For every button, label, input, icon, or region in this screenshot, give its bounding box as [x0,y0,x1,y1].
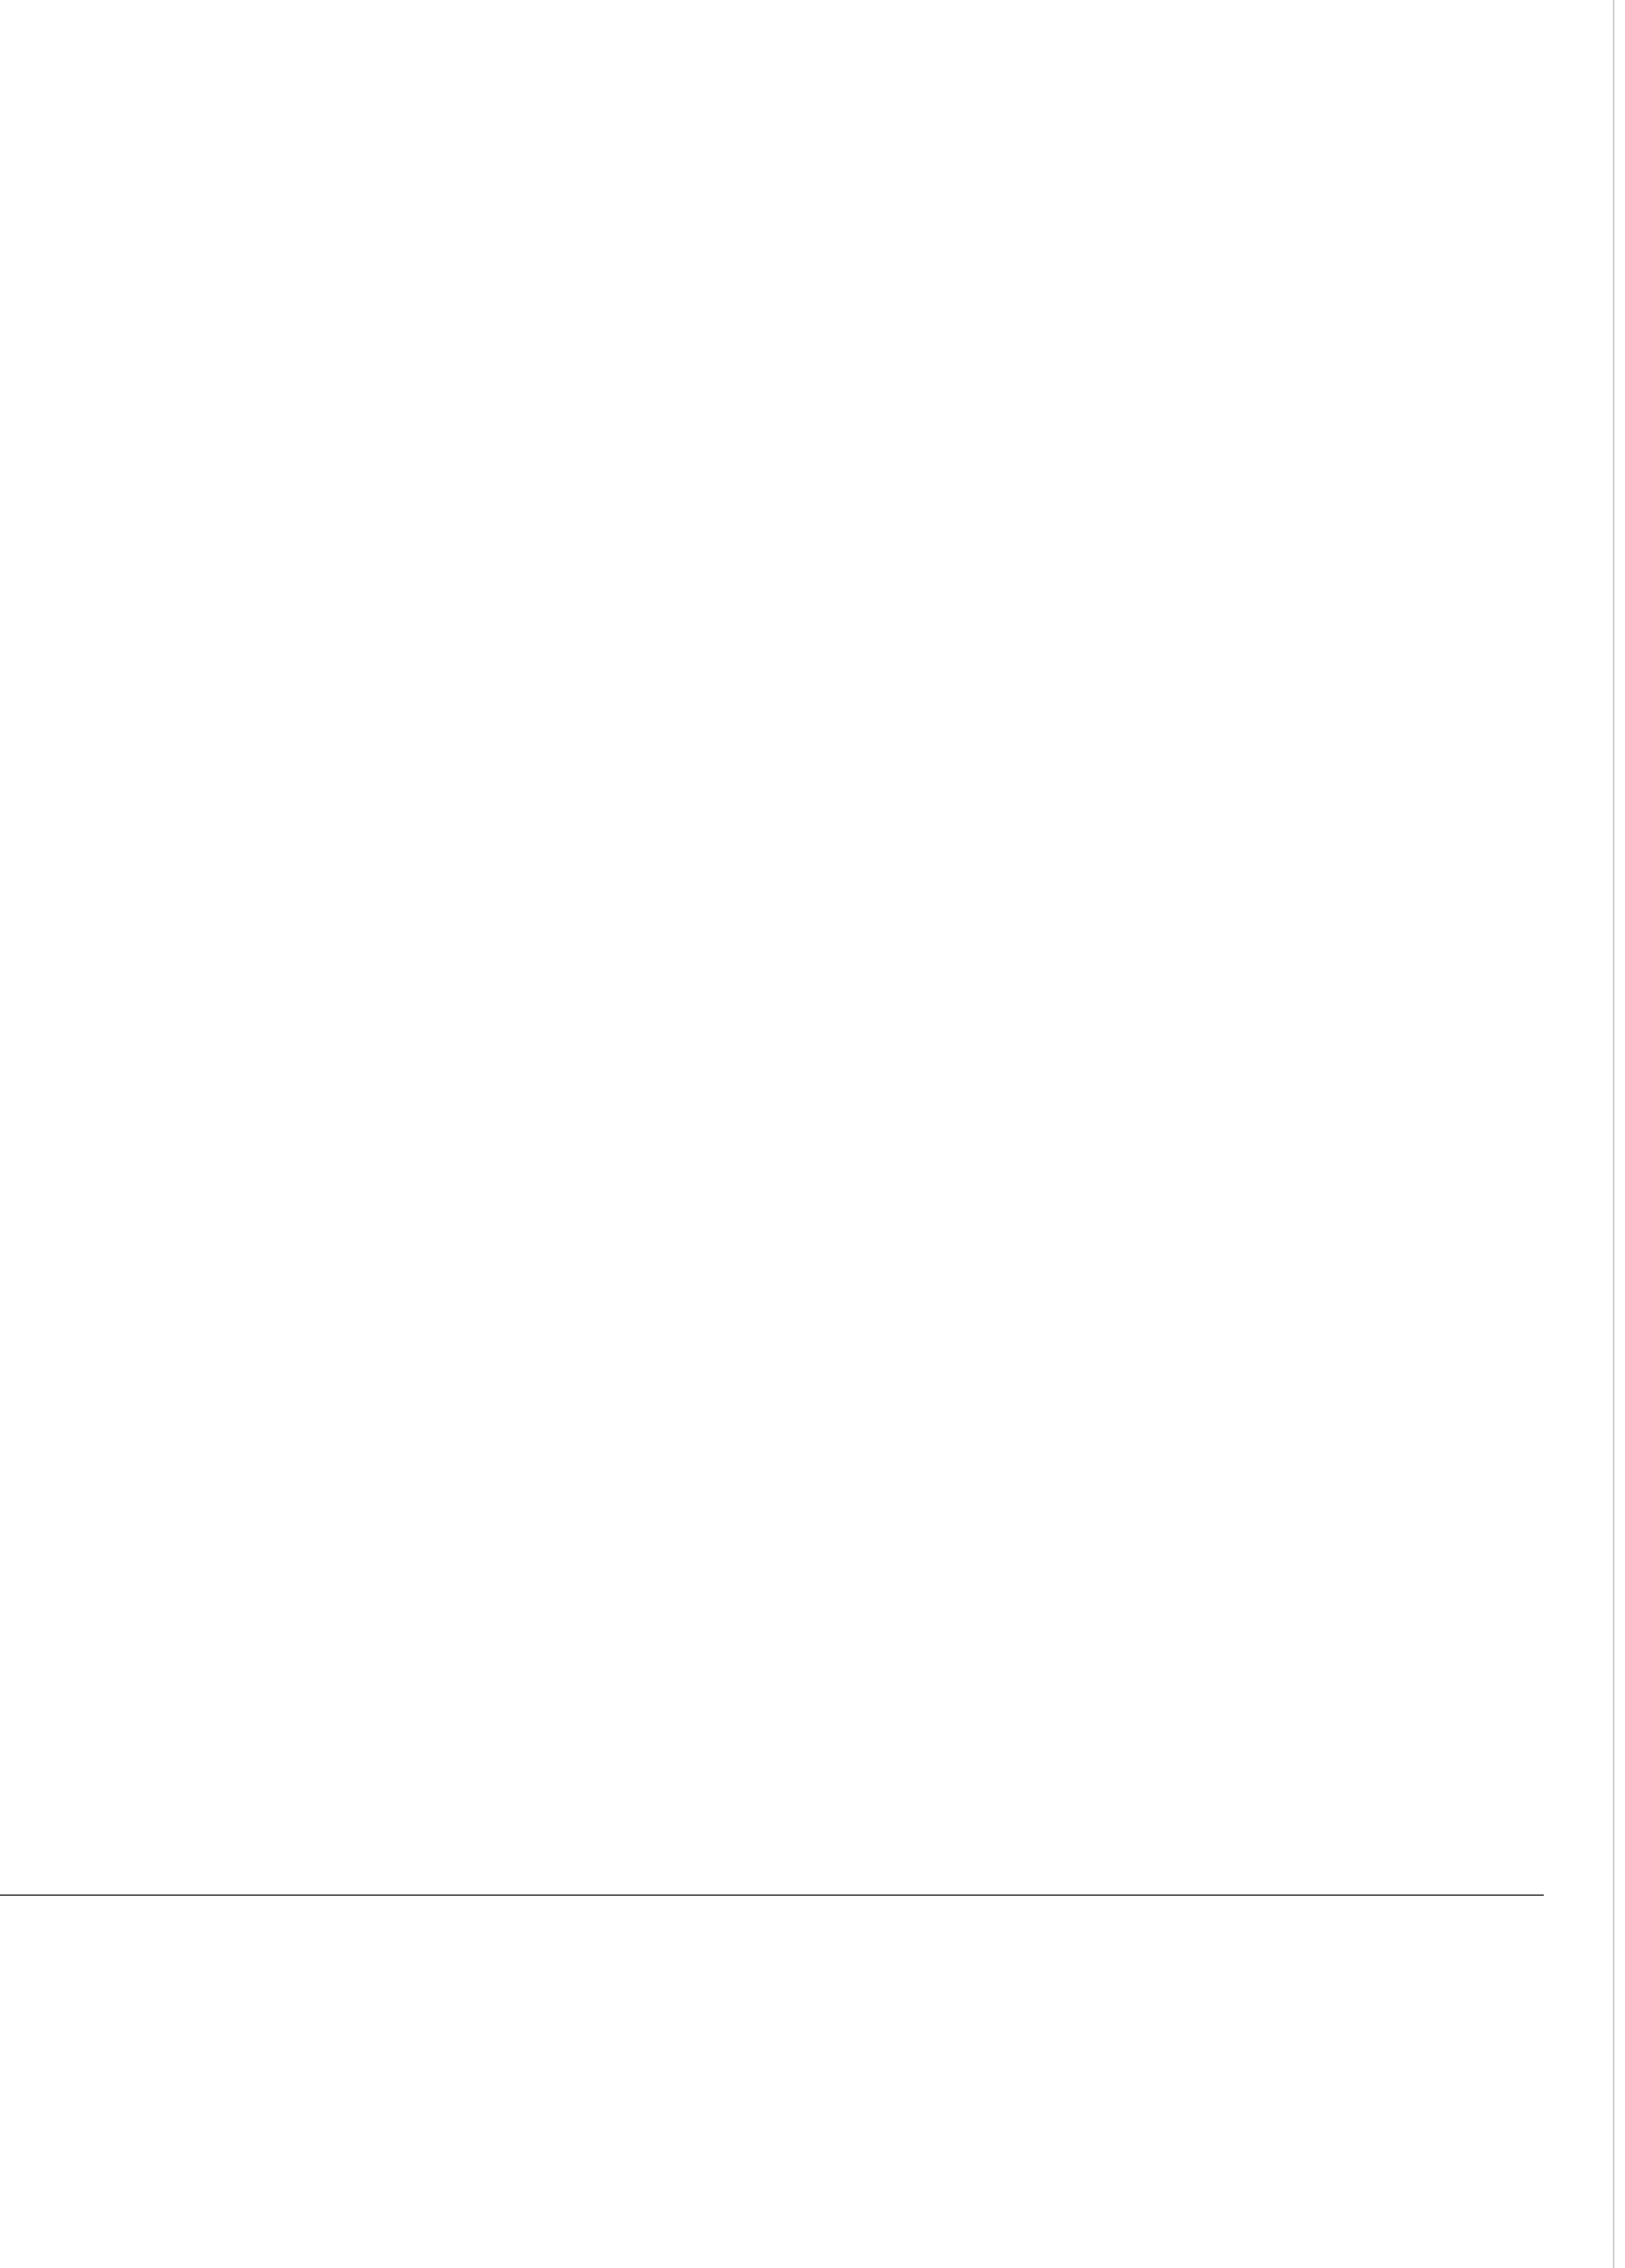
section-divider [0,1894,1544,1896]
page-edge-line [1613,0,1614,2268]
